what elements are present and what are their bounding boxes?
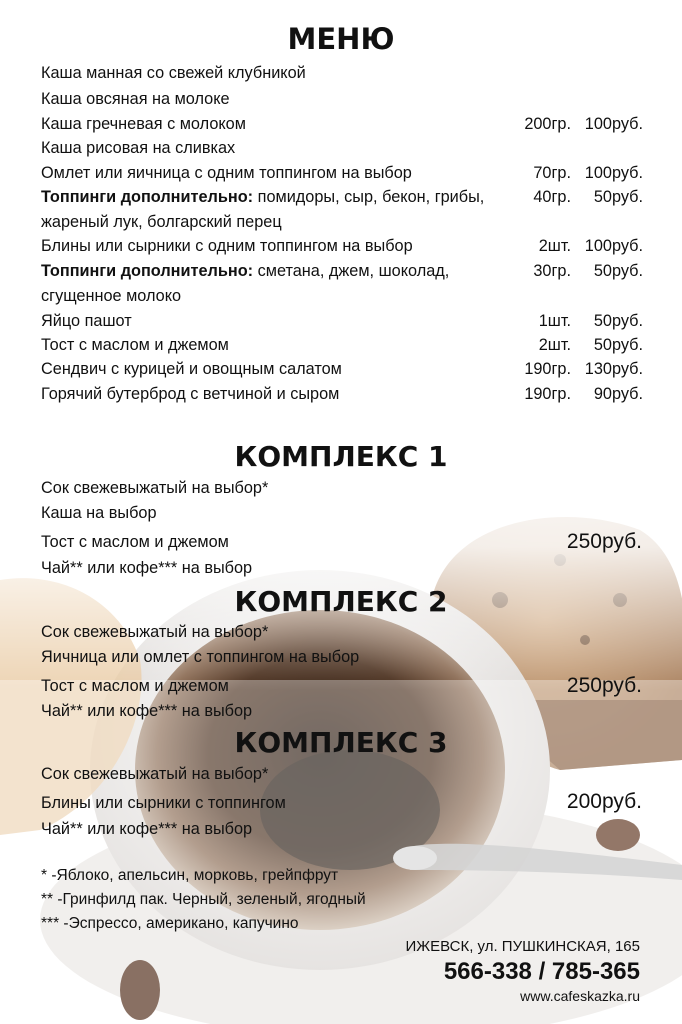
menu-item	[41, 89, 230, 109]
complex3-item: Чай** или кофе*** на выбор	[41, 820, 253, 838]
menu-item-price: 50руб.	[593, 188, 643, 206]
menu-title: МЕНЮ	[287, 22, 395, 56]
footnote: * -Яблоко, апельсин, морковь, грейпфрут	[41, 867, 339, 884]
complex3-item: Сок свежевыжатый на выбор*	[41, 765, 269, 783]
menu-item-name: Каша гречневая с молоком	[41, 115, 246, 133]
menu-item-price: 130руб.	[584, 360, 643, 378]
menu-item-price: 100руб.	[584, 237, 643, 255]
menu-item	[41, 163, 412, 183]
menu-item-price: 100руб.	[584, 164, 643, 182]
complex3-price: 200руб.	[566, 790, 642, 813]
menu-item-name: Каша рисовая на сливках	[41, 139, 236, 157]
footnote: ** -Гринфилд пак. Черный, зеленый, ягодный	[41, 891, 366, 908]
address: ИЖЕВСК, ул. ПУШКИНСКАЯ, 165	[405, 938, 640, 955]
complex2-item: Чай** или кофе*** на выбор	[41, 702, 253, 720]
complex1-price: 250руб.	[566, 530, 642, 553]
menu-item-weight: 70гр.	[533, 164, 571, 182]
menu-item	[41, 335, 229, 355]
menu-item-weight: 2шт.	[538, 336, 571, 354]
menu-item-name: сметана, джем, шоколад,	[253, 262, 450, 280]
menu-item-price: 50руб.	[593, 336, 643, 354]
menu-item-price: 100руб.	[584, 115, 643, 133]
menu-item	[41, 384, 339, 404]
complex1-item: Каша на выбор	[41, 504, 157, 522]
menu-item-name: сгущенное молоко	[41, 287, 182, 305]
menu-item-name: помидоры, сыр, бекон, грибы,	[253, 188, 485, 206]
menu-item-name: Блины или сырники с одним топпингом на выбор	[41, 237, 413, 255]
menu-item-name: Омлет или яичница с одним топпингом на выбор	[41, 164, 412, 182]
menu-item-price: 50руб.	[593, 312, 643, 330]
menu-item	[41, 212, 282, 232]
menu-item-weight: 190гр.	[524, 360, 571, 378]
menu-item-weight: 30гр.	[533, 262, 571, 280]
menu-item-weight: 40гр.	[533, 188, 571, 206]
menu-item	[41, 187, 484, 207]
menu-item-weight: 1шт.	[538, 312, 571, 330]
complex3-item: Блины или сырники с топпингом	[41, 794, 286, 812]
menu-item	[41, 63, 306, 83]
menu-item-bold-label: Топпинги дополнительно:	[41, 262, 254, 280]
complex1-title: КОМПЛЕКС 1	[234, 440, 448, 473]
menu-item	[41, 311, 132, 331]
complex2-item: Тост с маслом и джемом	[41, 677, 229, 695]
phone-numbers: 566-338 / 785-365	[443, 958, 640, 985]
menu-item-price: 50руб.	[593, 262, 643, 280]
menu-item-name: жареный лук, болгарский перец	[41, 213, 282, 231]
menu-item-weight: 190гр.	[524, 385, 571, 403]
complex1-item: Чай** или кофе*** на выбор	[41, 559, 253, 577]
complex2-price: 250руб.	[566, 674, 642, 697]
menu-item-name: Каша манная со свежей клубникой	[41, 64, 306, 82]
menu-item	[41, 261, 449, 281]
website-link[interactable]: www.cafeskazka.ru	[520, 988, 640, 1004]
complex2-item: Сок свежевыжатый на выбор*	[41, 623, 269, 641]
menu-item	[41, 114, 246, 134]
menu-item-weight: 2шт.	[538, 237, 571, 255]
menu-item-price: 90руб.	[593, 385, 643, 403]
menu-item	[41, 359, 342, 379]
footnote: *** -Эспрессо, американо, капучино	[41, 915, 299, 932]
menu-item	[41, 138, 235, 158]
complex1-item: Тост с маслом и джемом	[41, 533, 229, 551]
complex1-item: Сок свежевыжатый на выбор*	[41, 479, 269, 497]
complex2-title: КОМПЛЕКС 2	[234, 585, 448, 618]
menu-item-name: Каша овсяная на молоке	[41, 90, 230, 108]
complex2-item: Яичница или омлет с топпингом на выбор	[41, 648, 360, 666]
menu-item-name: Горячий бутерброд с ветчиной и сыром	[41, 385, 340, 403]
menu-item-name: Тост с маслом и джемом	[41, 336, 229, 354]
menu-item-bold-label: Топпинги дополнительно:	[41, 188, 254, 206]
menu-item-name: Яйцо пашот	[41, 312, 132, 330]
menu-item-weight: 200гр.	[524, 115, 571, 133]
menu-item-name: Сендвич с курицей и овощным салатом	[41, 360, 342, 378]
complex3-title: КОМПЛЕКС 3	[234, 726, 448, 759]
menu-item	[41, 236, 413, 256]
menu-item	[41, 286, 181, 306]
